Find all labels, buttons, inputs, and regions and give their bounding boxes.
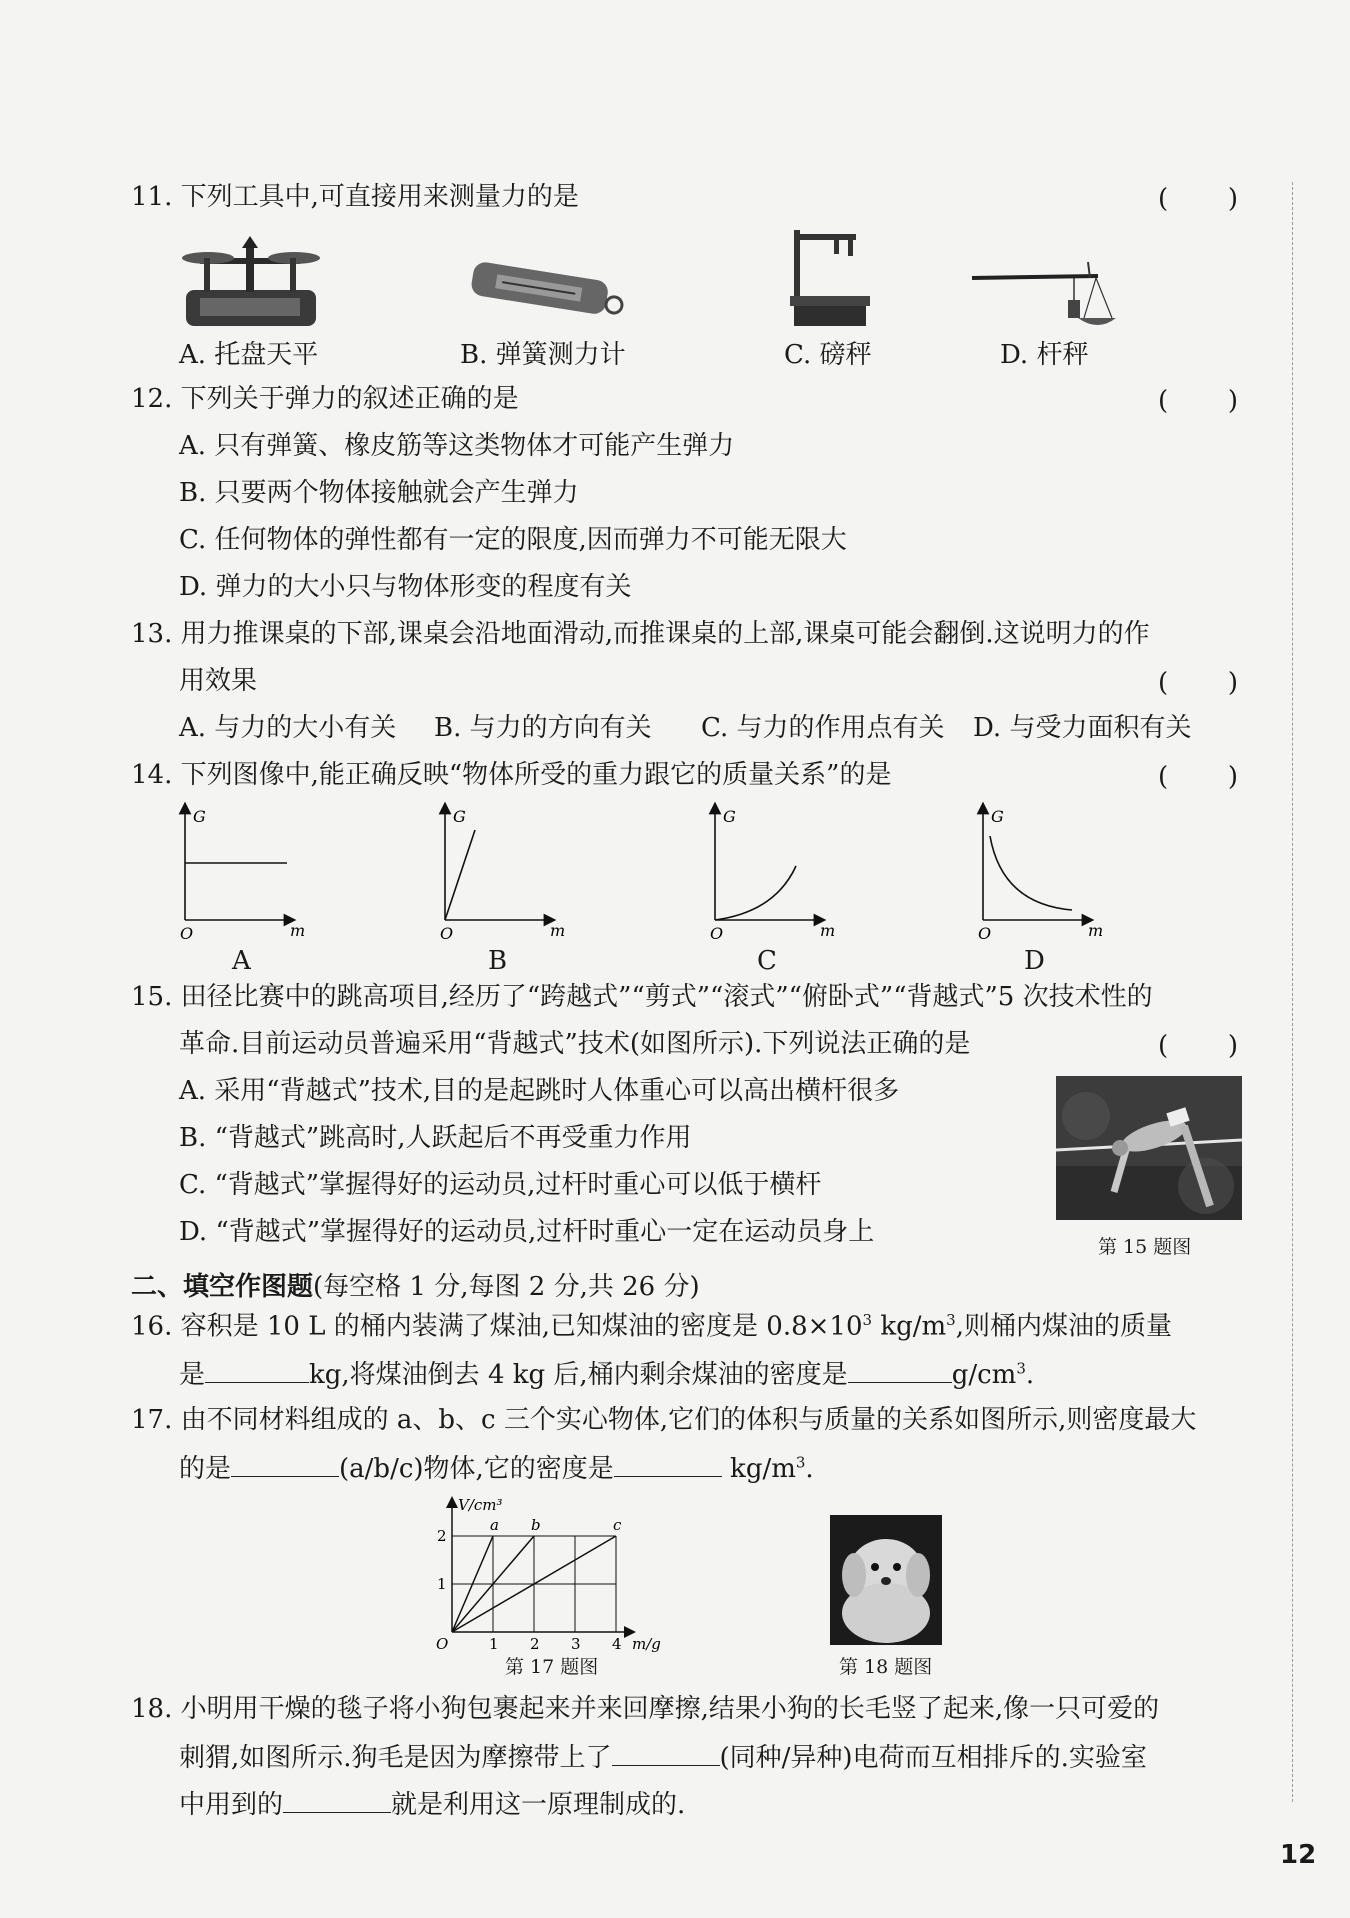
q18-blank-2[interactable] (283, 1790, 391, 1813)
q11-stem: 11. 下列工具中,可直接用来测量力的是 (131, 182, 579, 212)
q17-y-label: V/cm³ (458, 1496, 503, 1514)
q13-option-b: B. 与力的方向有关 (434, 713, 652, 743)
q14-a-x-label: m (290, 921, 306, 940)
q17-x-tick: 2 (530, 1635, 540, 1653)
q14-graph-b-label: B (488, 946, 508, 976)
q18-figure-caption: 第 18 题图 (839, 1656, 933, 1678)
q16-line1: 16. 容积是 10 L 的桶内装满了煤油,已知煤油的密度是 $0.8\times 10^3$ $kg/m^3$,则桶内煤油的质量 (131, 1311, 1172, 1342)
q14-graph-a (170, 800, 306, 950)
q18-line1: 18. 小明用干燥的毯子将小狗包裹起来并来回摩擦,结果小狗的长毛竖了起来,像一只可爱的 (131, 1694, 1160, 1724)
q17-x-tick: 1 (489, 1635, 499, 1653)
section-2-note: (每空格 1 分,每图 2 分,共 26 分) (313, 1272, 700, 1302)
q14-d-x-label: m (1088, 921, 1104, 940)
q14-d-y-label: G (991, 807, 1004, 826)
q14-graph-c (700, 800, 836, 950)
q14-d-curve (990, 836, 1072, 910)
q12-stem: 12. 下列关于弹力的叙述正确的是 (131, 384, 519, 414)
q17-x-tick: 3 (571, 1635, 581, 1653)
section-2-heading (131, 1266, 700, 1303)
q15-stem-line1: 15. 田径比赛中的跳高项目,经历了“跨越式”“剪式”“滚式”“俯卧式”“背越式”5 次技术性的 (131, 982, 1153, 1012)
q11-answer-parens[interactable]: ( ) (1158, 184, 1238, 214)
q17-line1: 17. 由不同材料组成的 a、b、c 三个实心物体,它们的体积与质量的关系如图所示,则密度最大 (131, 1405, 1197, 1435)
q17-series-label-c: c (613, 1516, 622, 1534)
q17-volume-mass-chart (430, 1494, 670, 1653)
q17-blank-2[interactable] (614, 1454, 722, 1477)
q11-option-c: C. 磅秤 (784, 340, 872, 370)
q14-graph-a-label: A (232, 946, 251, 976)
q18-line2: 刺猬,如图所示.狗毛是因为摩擦带上了 (同种/异种)电荷而互相排斥的.实验室 (179, 1743, 1147, 1773)
q14-stem: 14. 下列图像中,能正确反映“物体所受的重力跟它的质量关系”的是 (131, 760, 892, 790)
q12-option-b: B. 只要两个物体接触就会产生弹力 (179, 478, 579, 508)
q14-graph-c-label: C (757, 946, 777, 976)
q18-blank-1[interactable] (612, 1743, 720, 1766)
q17-figure-caption: 第 17 题图 (505, 1656, 599, 1678)
q17-series-label-a: a (490, 1516, 499, 1534)
page-number: 12 (1280, 1840, 1317, 1870)
q16-blank-1[interactable] (205, 1360, 309, 1383)
q14-a-y-label: G (193, 807, 206, 826)
q14-b-x-label: m (550, 921, 566, 940)
high-jump-photo (1056, 1076, 1242, 1220)
q15-stem-line2: 革命.目前运动员普遍采用“背越式”技术(如图所示).下列说法正确的是 (179, 1029, 971, 1059)
q12-answer-parens[interactable]: ( ) (1158, 386, 1238, 416)
platform-scale-illustration (784, 226, 880, 330)
q14-d-origin: O (978, 924, 992, 943)
q14-graph-d (968, 800, 1104, 950)
q13-stem-line1: 13. 用力推课桌的下部,课桌会沿地面滑动,而推课桌的上部,课桌可能会翻倒.这说明力的作 (131, 619, 1150, 649)
q12-option-d: D. 弹力的大小只与物体形变的程度有关 (179, 572, 632, 602)
q17-y-tick: 2 (437, 1527, 447, 1545)
q14-a-origin: O (180, 924, 194, 943)
q14-c-origin: O (710, 924, 724, 943)
q16-line2: 是 kg,将煤油倒去 4 kg 后,桶内剩余煤油的密度是 $g/cm^3$. (179, 1359, 1035, 1390)
q11-option-a: A. 托盘天平 (179, 340, 319, 370)
q15-option-c: C. “背越式”掌握得好的运动员,过杆时重心可以低于横杆 (179, 1170, 822, 1200)
fluffy-dog-photo (830, 1515, 942, 1645)
q12-option-c: C. 任何物体的弹性都有一定的限度,因而弹力不可能无限大 (179, 525, 847, 555)
q17-x-tick: 4 (612, 1635, 622, 1653)
q17-origin: O (436, 1635, 449, 1653)
q11-option-d: D. 杆秤 (1000, 340, 1089, 370)
q17-blank-1[interactable] (231, 1454, 339, 1477)
q17-labels (436, 1496, 661, 1653)
q14-graph-d-label: D (1024, 946, 1045, 976)
q15-figure-caption: 第 15 题图 (1098, 1236, 1192, 1258)
q15-option-a: A. 采用“背越式”技术,目的是起跳时人体重心可以高出横杆很多 (179, 1076, 900, 1106)
q14-graph-b (430, 800, 566, 950)
q14-answer-parens[interactable]: ( ) (1158, 762, 1238, 792)
q15-option-b: B. “背越式”跳高时,人跃起后不再受重力作用 (179, 1123, 692, 1153)
spring-scale-illustration (465, 260, 625, 326)
q15-option-d: D. “背越式”掌握得好的运动员,过杆时重心一定在运动员身上 (179, 1217, 875, 1247)
q17-y-tick: 1 (437, 1575, 447, 1593)
q11-option-b: B. 弹簧测力计 (460, 340, 626, 370)
q14-c-x-label: m (820, 921, 836, 940)
q13-option-d: D. 与受力面积有关 (973, 713, 1192, 743)
q17-x-label: m/g (632, 1635, 661, 1653)
q14-c-curve (715, 866, 796, 920)
q13-stem-line2: 用效果 (179, 666, 258, 696)
q14-c-y-label: G (723, 807, 736, 826)
q17-series-label-b: b (531, 1516, 541, 1534)
q12-option-a: A. 只有弹簧、橡皮筋等这类物体才可能产生弹力 (179, 431, 735, 461)
tray-balance-illustration (178, 228, 323, 330)
section-2-title: 二、填空作图题 (131, 1272, 314, 1302)
q18-line3: 中用到的 就是利用这一原理制成的. (179, 1790, 686, 1820)
steelyard-illustration (970, 252, 1120, 334)
q14-b-curve (445, 830, 475, 920)
q13-option-c: C. 与力的作用点有关 (701, 713, 945, 743)
q17-line2: 的是 (a/b/c)物体,它的密度是 $kg/m^3$. (179, 1453, 814, 1484)
q14-b-y-label: G (453, 807, 466, 826)
q13-answer-parens[interactable]: ( ) (1158, 668, 1238, 698)
q16-blank-2[interactable] (848, 1360, 952, 1383)
q15-answer-parens[interactable]: ( ) (1158, 1031, 1238, 1061)
binding-fold-line (1292, 182, 1293, 1802)
q14-b-origin: O (440, 924, 454, 943)
q13-option-a: A. 与力的大小有关 (179, 713, 397, 743)
